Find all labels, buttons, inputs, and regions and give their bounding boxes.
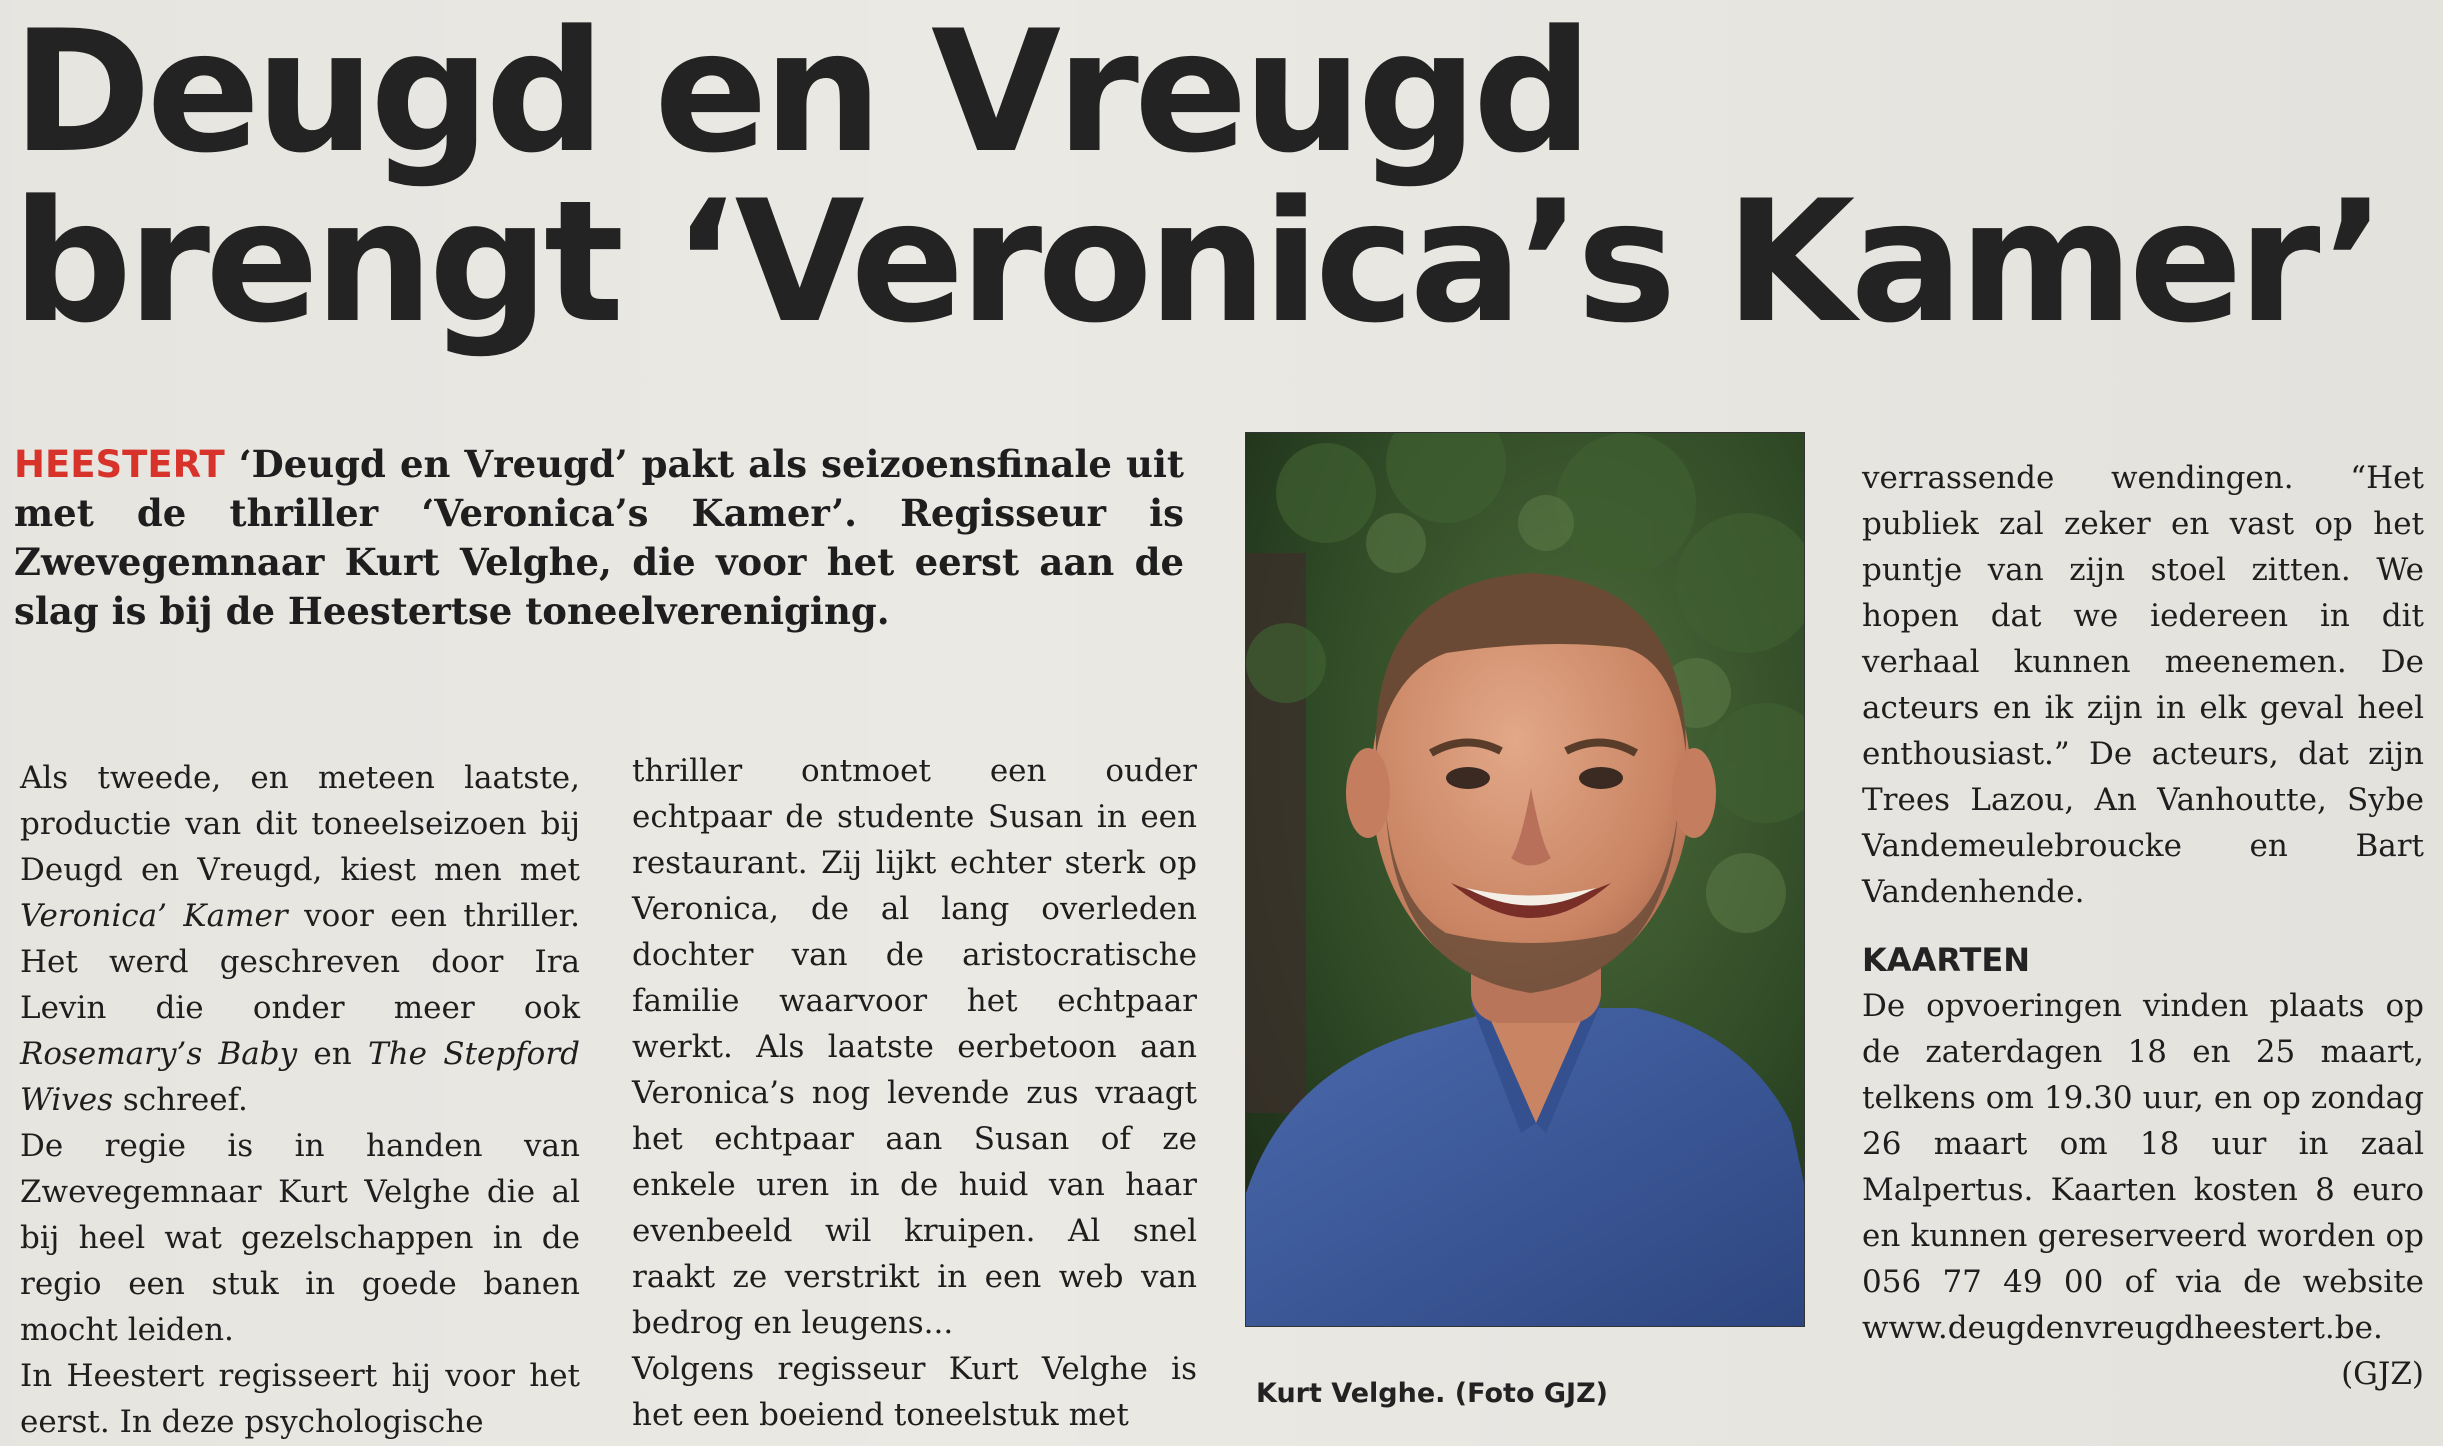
article-column-2 [632, 748, 1197, 1438]
book-title-rosemary: Rosemary’s Baby [20, 1036, 298, 1072]
portrait-photo [1245, 432, 1805, 1327]
col3-paragraph-1: verrassende wendingen. “Het publiek zal zeker en vast op het puntje van zijn stoel zitten. We hopen dat we iedereen in dit verhaal kunnen meenemen. De acteurs en ik zijn in elk geval heel enthousiast.” De acteurs, dat zijn Trees Lazou, An Vanhoutte, Sybe Vandemeulebroucke en Bart Vandenhende. [1862, 460, 2424, 910]
photo-caption: Kurt Velghe. (Foto GJZ) [1256, 1378, 1609, 1409]
article-column-1 [20, 755, 580, 1445]
portrait-illustration [1246, 433, 1805, 1327]
col1-p1-text-b: voor een thriller. Het werd geschreven door Ira Levin die onder meer ook [20, 898, 580, 1026]
play-title: Veronica’ Kamer [20, 898, 288, 934]
section-subhead-kaarten: KAARTEN [1862, 941, 2030, 979]
book-title-stepford: The Stepford Wives [20, 1036, 580, 1118]
dateline-place: HEESTERT [14, 443, 225, 486]
headline-line-2: brengt ‘Veronica’s Kamer’ [12, 164, 2382, 360]
author-signoff: (GJZ) [2341, 1356, 2424, 1392]
bleed-through-text [1855, 0, 1865, 46]
lead-text: ‘Deugd en Vreugd’ pakt als seizoensfinale uit met de thriller ‘Veronica’s Kamer’. Regisseur is Zwevegemnaar Kurt Velghe, die voor het eerst aan de slag is bij de Heestertse toneelvereniging. [14, 442, 1184, 633]
col1-paragraph-1 [20, 755, 580, 1123]
headline-line-1: Deugd en Vreugd [12, 0, 1588, 190]
col1-p1-text-c: en [297, 1036, 369, 1072]
article-column-3 [1862, 455, 2424, 1397]
col1-paragraph-2: De regie is in handen van Zwevegemnaar Kurt Velghe die al bij heel wat gezelschappen in de regio een stuk in goede banen mocht leiden. [20, 1128, 580, 1348]
lead-paragraph [14, 440, 1184, 636]
col1-paragraph-3: In Heestert regisseert hij voor het eerst. In deze psychologische [20, 1358, 580, 1440]
col2-paragraph-1: thriller ontmoet een ouder echtpaar de studente Susan in een restaurant. Zij lijkt echter sterk op Veronica, de al lang overleden dochter van de aristocratische familie waarvoor het echtpaar werkt. Als laatste eerbetoon aan Veronica’s nog levende zus vraagt het echtpaar aan Susan of ze enkele uren in de huid van haar evenbeeld wil kruipen. Al snel raakt ze verstrikt in een web van bedrog en leugens... [632, 753, 1197, 1341]
col1-p1-text-a: Als tweede, en meteen laatste, productie van dit toneelseizoen bij Deugd en Vreugd, kiest men met [20, 760, 580, 888]
col3-paragraph-2: De opvoeringen vinden plaats op de zaterdagen 18 en 25 maart, telkens om 19.30 uur, en op zondag 26 maart om 18 uur in zaal Malpertus. Kaarten kosten 8 euro en kunnen gereserveerd worden op 056 77 49 00 of via de website www.deugdenvreugdheestert.be. [1862, 988, 2424, 1346]
col2-paragraph-2: Volgens regisseur Kurt Velghe is het een boeiend toneelstuk met [632, 1351, 1197, 1433]
col1-p1-text-d: schreef. [113, 1082, 248, 1118]
